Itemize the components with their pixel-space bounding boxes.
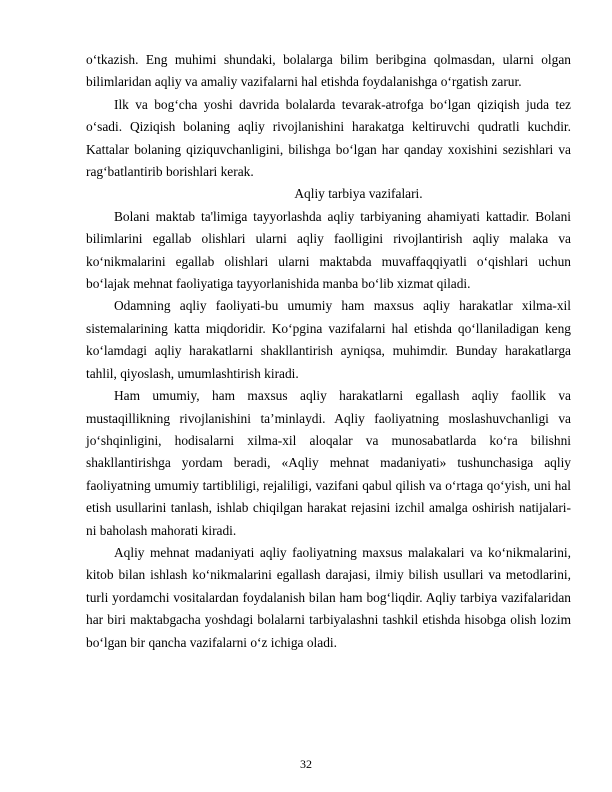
document-body xyxy=(86,49,571,654)
paragraph-continuation: o‘tkazish. Eng muhimi shundaki, bolalarga bilim beribgina qolmasdan, ularni olgan bilimlaridan aqliy va amaliy vazifalarni hal etishda foydalanishga o‘rgatish zarur. xyxy=(86,52,571,90)
paragraph-mental-actions: Ham umumiy, ham maxsus aqliy harakatlarni egallash aqliy faollik va mustaqillikning rivojlanishini ta’minlaydi. Aqliy faoliyatning moslashuvchanligi va jo‘shqinligini, hodisalarni xilma-xil aloqalar va munosabatlarda ko‘ra bilishni shakllantirishga yordam beradi, «Aqliy mehnat madaniyati» tushunchasiga aqliy faoliyatning umumiy tartibliligi, rejaliligi, vazifani qabul qilish va o‘rtaga qo‘yish, uni hal etish usullarini tanlash, ishlab chiqilgan harakat rejasini izchil amalga oshirish natijalari- ni baholash mahorati kiradi. xyxy=(86,388,571,538)
paragraph-mental-activity: Odamning aqliy faoliyati-bu umumiy ham maxsus aqliy harakatlar xilma-xil sistemalarining katta miqdoridir. Ko‘pgina vazifalarni hal etishda qo‘llaniladigan keng ko‘lamdagi aqliy harakatlarni shakllantirish ayniqsa, muhimdir. Bunday harakatlarga tahlil, qiyoslash, umumlashtirish kiradi. xyxy=(86,298,571,381)
paragraph-school-preparation: Bolani maktab ta'limiga tayyorlashda aqliy tarbiyaning ahamiyati kattadir. Bolani bilimlarini egallab olishlari ularni aqliy faolligini rivojlantirish aqliy malaka va ko‘nikmalarini egallab olishlari ularni maktabda muvaffaqqiyatli o‘qishlari uchun bo‘lajak mehnat faoliyatiga tayyorlanishida manba bo‘lib xizmat qiladi. xyxy=(86,208,571,292)
section-heading: Aqliy tarbiya vazifalari. xyxy=(294,186,423,202)
paragraph-mental-culture: Aqliy mehnat madaniyati aqliy faoliyatning maxsus malakalari va ko‘nikmalarini, kitob bilan ishlash ko‘nikmalarini egallash darajasi, ilmiy bilish usullari va metodlarini, turli yordamchi vositalardan foydalanish bilan ham bog‘liqdir. Aqliy tarbiya vazifalaridan har biri maktabgacha yoshdagi bolalarni tarbiyalashni tashkil etishda hisobga olish lozim bo‘lgan bir qancha vazifalarni o‘z ichiga oladi. xyxy=(86,544,571,650)
paragraph-interest: Ilk va bog‘cha yoshi davrida bolalarda tevarak-atrofga bo‘lgan qiziqish juda tez o‘sadi. Qiziqish bolaning aqliy rivojlanishini harakatga keltiruvchi qudratli kuchdir. Kattalar bolaning qiziquvchanligini, bilishga bo‘lgan har qanday xoxishini sezishlari va rag‘batlantirib borishlari kerak. xyxy=(86,96,571,180)
page-number: 32 xyxy=(300,757,312,771)
